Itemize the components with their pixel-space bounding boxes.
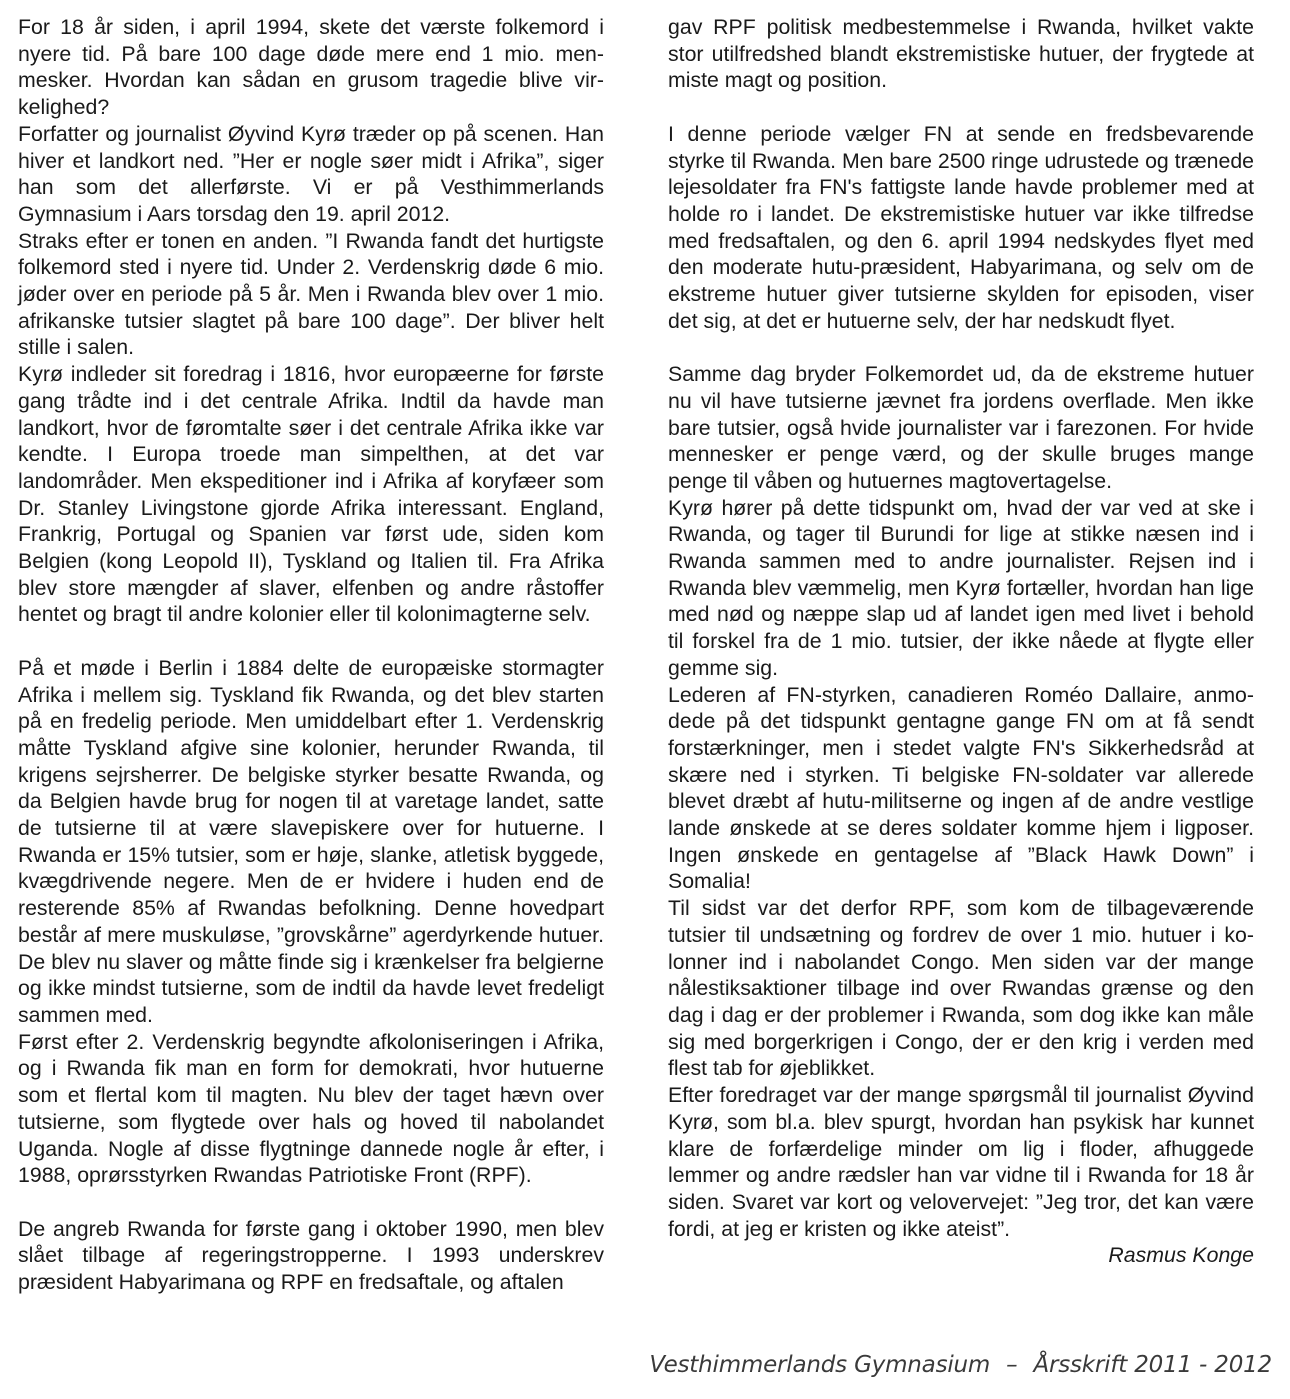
- right-column: [668, 14, 1254, 1269]
- paragraph: Til sidst var det derfor RPF, som kom de tilbageværende tutsier til undsætning og fordrev de over 1 mio. hutuer i kolonner ind i nabolandet Congo. Men siden var der mange nålestiksaktioner tilbage ind over Rwandas grænse og den dag i dag er der problemer i Rwanda, som dog ikke kan måle sig med borgerkrigen i Congo, der er den krig i verden med flest tab for øjeblikket.: [668, 896, 1254, 1081]
- footer-school: Vesthimmerlands Gymnasium: [649, 1352, 991, 1378]
- paragraph: På et møde i Berlin i 1884 delte de europæiske stormagter Afrika i mellem sig. Tyskland fik Rwanda, og det blev starten på en fredelig periode. Men umiddelbart efter 1. Verdenskrig måtte Tyskland afgive sine kolonier, herunder Rwanda, til krigens sejrsherrer. De belgiske styrker besatte Rwanda, og da Belgien havde brug for nogen til at varetage landet, satte de tutsierne til at være slavepiskere over for hutuerne. I Rwanda er 15% tutsier, som er høje, slanke, atletisk byggede, kvægdrivende negere. Men de er hvidere i huden end de resterende 85% af Rwandas befolkning. Denne hovedpart består af mere muskuløse, ”grovskårne” agerdyrkende hutuer. De blev nu slaver og måtte finde sig i krænkelser fra belgierne og ikke mindst tutsierne, som de indtil da havde levet fredeligt sammen med.: [18, 655, 604, 1027]
- paragraph: Lederen af FN-styrken, canadieren Roméo Dallaire, anmodede på det tidspunkt gentagne gange FN om at få sendt forstærkninger, men i stedet valgte FN's Sikkerhedsråd at skære ned i styrken. Ti belgiske FN-soldater var allerede blevet dræbt af hutu-militserne og ingen af de andre vestlige lande ønskede at se deres soldater komme hjem i ligposer. Ingen ønskede en gentagelse af ”Black Hawk Down” i Somalia!: [668, 682, 1254, 894]
- footer-separator: –: [1006, 1352, 1018, 1378]
- paragraph: Kyrø indleder sit foredrag i 1816, hvor europæerne for første gang trådte ind i det centrale Afrika. Indtil da havde man landkort, hvor de føromtalte søer i det centrale Afrika ikke var kendte. I Europa troede man simpelthen, at det var landområder. Men ekspeditioner ind i Afrika af koryfæer som Dr. Stanley Livingstone gjorde Afrika interessant. England, Frankrig, Portugal og Spanien var først ude, siden kom Belgien (kong Leopold II), Tyskland og Italien til. Fra Afrika blev store mængder af slaver, elfenben og andre råstoffer hentet og bragt til andre kolonier eller til kolonimagterne selv.: [18, 362, 604, 627]
- paragraph: Straks efter er tonen en anden. ”I Rwanda fandt det hurtigste folkemord sted i nyere tid. Under 2. Verdenskrig døde 6 mio. jøder over en periode på 5 år. Men i Rwanda blev over 1 mio. afrikanske tutsier slagtet på bare 100 dage”. Der bliver helt stille i salen.: [18, 228, 604, 360]
- footer-publication: Årsskrift 2011 - 2012: [1033, 1352, 1272, 1378]
- paragraph: Samme dag bryder Folkemordet ud, da de ekstreme hutuer nu vil have tutsierne jævnet fra jordens overflade. Men ikke bare tutsier, også hvide journalister var i farezonen. For hvide mennesker er penge værd, og der skulle bruges mange penge til våben og hutuernes magtovertagelse.: [668, 362, 1254, 493]
- paragraph: Efter foredraget var der mange spørgsmål til journalist Øyvind Kyrø, som bl.a. blev spurgt, hvordan han psykisk har kunnet klare de forfærdelige minder om lig i floder, afhuggede lemmer og andre rædsler han var vidne til i Rwanda for 18 år siden. Svaret var kort og velovervejet: ”Jeg tror, det kan være fordi, at jeg er kristen og ikke ateist”.: [668, 1083, 1254, 1241]
- paragraph: Først efter 2. Verdenskrig begyndte afkoloniseringen i Afrika, og i Rwanda fik man en form for demokrati, hvor hutuerne som et flertal kom til magten. Nu blev der taget hævn over tutsierne, som flygtede over hals og hoved til nabolandet Uganda. Nogle af disse flygtninge dannede nogle år efter, i 1988, oprørsstyrken Rwandas Patriotiske Front (RPF).: [18, 1029, 604, 1188]
- page-footer: [649, 1352, 1272, 1378]
- left-column: [18, 14, 604, 1296]
- paragraph: Forfatter og journalist Øyvind Kyrø træder op på scenen. Han hiver et landkort ned. ”Her er nogle søer midt i Afrika”, siger han som det allerførste. Vi er på Vesthimmerlands Gymnasium i Aars torsdag den 19. april 2012.: [18, 121, 604, 226]
- author-signature: Rasmus Konge: [1108, 1243, 1254, 1268]
- paragraph: De angreb Rwanda for første gang i oktober 1990, men blev slået tilbage af regeringstropperne. I 1993 underskrev præsident Habyarimana og RPF en fredsaftale, og aftalen: [18, 1216, 604, 1295]
- paragraph: I denne periode vælger FN at sende en fredsbevarende styrke til Rwanda. Men bare 2500 ringe udrustede og trænede lejesoldater fra FN's fattigste lande havde problemer med at holde ro i landet. De ekstremistiske hutuer var ikke tilfredse med fredsaftalen, og den 6. april 1994 nedskydes flyet med den moderate hutu-præsident, Habyarimana, og selv om de ekstreme hutuer giver tutsierne skylden for episoden, viser det sig, at det er hutuerne selv, der har nedskudt flyet.: [668, 121, 1255, 333]
- paragraph: gav RPF politisk medbestemmelse i Rwanda, hvilket vakte stor utilfredshed blandt ekstremistiske hutuer, der frygtede at miste magt og position.: [668, 15, 1254, 93]
- paragraph: For 18 år siden, i april 1994, skete det værste folkemord i nyere tid. På bare 100 dage døde mere end 1 mio. menmesker. Hvordan kan sådan en grusom tragedie blive virkelighed?: [18, 15, 604, 120]
- paragraph: Kyrø hører på dette tidspunkt om, hvad der var ved at ske i Rwanda, og tager til Burundi for lige at stikke næsen ind i Rwanda sammen med to andre journalister. Rejsen ind i Rwanda blev væmmelig, men Kyrø fortæller, hvordan han lige med nød og næppe slap ud af landet igen med livet i behold til forskel fra de 1 mio. tutsier, der ikke nåede at flygte eller gemme sig.: [668, 495, 1254, 680]
